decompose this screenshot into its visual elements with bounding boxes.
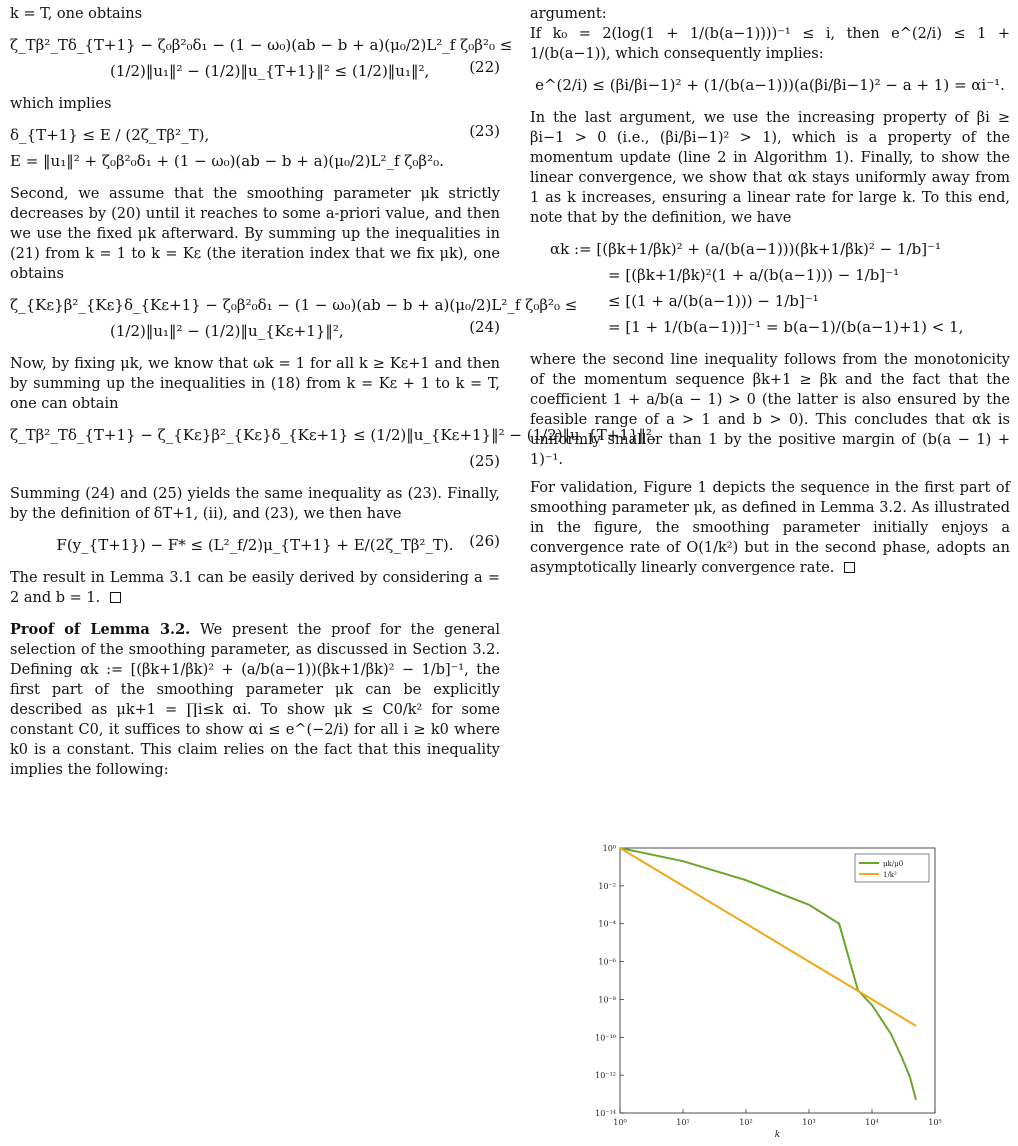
legend-label: μk/μ0 <box>883 860 904 868</box>
chart <box>530 838 1010 1138</box>
equation-25 <box>10 422 657 474</box>
equation-line: ζ_Tβ²_Tδ_{T+1} − ζ_{Kε}β²_{Kε}δ_{Kε+1} ≤ (1/2)‖u_{Kε+1}‖² − (1/2)‖u_{T+1}‖², <box>10 426 657 444</box>
equation-number: (24) <box>469 318 500 336</box>
equation-line: = [(βk+1/βk)²(1 + a/(b(a−1))) − 1/b]⁻¹ <box>608 266 900 284</box>
paragraph: In the last argument, we use the increasing property of βi ≥ βi−1 > 0 (i.e., (βi/βi−1)² > 1), which is a property of the momentum update (line 2 in Algorithm 1). Finally, to show the linear convergence, we show that αk stays uniformly away from 1 as k increases, ensuring a linear rate for large k. To this end, note that by the definition, we have <box>530 110 1010 226</box>
proof-text: We present the proof for the general selection of the smoothing parameter, as discussed in Section 3.2. Defining αk := [(βk+1/βk)² + (a/b(a−1))(βk+1/βk)² − 1/b]⁻¹, the first part of the smoothing parameter μk can be explicitly described as μk+1 = ∏i≤k αi. To show μk ≤ C0/k² for some constant C0, it suffices to show αi ≤ e^(−2/i) for all i ≥ k0 where k0 is a constant. This claim relies on the fact that this inequality implies the following: <box>10 622 500 778</box>
equation-line: = [1 + 1/(b(a−1))]⁻¹ = b(a−1)/(b(a−1)+1) < 1, <box>608 318 964 336</box>
proof-paragraph <box>10 620 500 780</box>
x-axis-label: k <box>774 1130 781 1138</box>
equation-line: ≤ [(1 + a/(b(a−1))) − 1/b]⁻¹ <box>608 292 819 310</box>
equation-line: αk := [(βk+1/βk)² + (a/(b(a−1)))(βk+1/βk)² − 1/b]⁻¹ <box>550 240 941 258</box>
paragraph: where the second line inequality follows from the monotonicity of the momentum sequence βk+1 ≥ βk and the fact that the coefficient 1 + a/b(a − 1) > 0 (the latter is also ensured by the feasible range of a > 1 and b > 0). This concludes that αk is uniformly smaller than 1 by the positive margin of (b(a − 1) + 1)⁻¹. <box>530 352 1010 468</box>
paragraph: Second, we assume that the smoothing parameter μk strictly decreases by (20) until it reaches to some a-priori value, and then we use the fixed μk afterward. By summing up the inequalities in (21) from k = 1 to k = Kε (the iteration index that we fix μk), one obtains <box>10 186 500 282</box>
x-tick-label: 10³ <box>802 1118 816 1127</box>
equation-24 <box>10 292 578 344</box>
paragraph: If k₀ = 2(log(1 + 1/(b(a−1))))⁻¹ ≤ i, then e^(2/i) ≤ 1 + 1/(b(a−1)), which consequently implies: <box>530 26 1010 62</box>
equation-26 <box>10 532 500 558</box>
y-tick-label: 10⁻¹² <box>595 1071 616 1081</box>
equation-line: ζ_Tβ²_Tδ_{T+1} − ζ₀β²₀δ₁ − (1 − ω₀)(ab − b + a)(μ₀/2)L²_f ζ₀β²₀ ≤ <box>10 36 513 54</box>
text-line: argument: <box>530 6 607 22</box>
equation-line: e^(2/i) ≤ (βi/βi−1)² + (1/(b(a−1)))(a(βi/βi−1)² − a + 1) = αi⁻¹. <box>535 76 1005 94</box>
qed-icon <box>844 562 855 573</box>
y-tick-label: 10⁻¹⁴ <box>595 1109 616 1118</box>
paragraph <box>10 568 500 608</box>
x-tick-label: 10⁵ <box>928 1118 942 1127</box>
text-line: k = T, one obtains <box>10 6 143 22</box>
equation-line: (1/2)‖u₁‖² − (1/2)‖u_{T+1}‖² ≤ (1/2)‖u₁‖², <box>110 62 430 80</box>
y-tick-label: 10⁻² <box>598 881 616 891</box>
x-tick-label: 10¹ <box>676 1118 690 1127</box>
paragraph: Summing (24) and (25) yields the same inequality as (23). Finally, by the definition of δT+1, (ii), and (23), we then have <box>10 486 500 522</box>
text-line: which implies <box>10 96 112 112</box>
x-tick-label: 10⁴ <box>865 1118 879 1127</box>
equation-23 <box>10 122 500 174</box>
qed-icon <box>110 592 121 603</box>
equation-number: (23) <box>469 122 500 140</box>
paragraph-text: The result in Lemma 3.1 can be easily derived by considering a = 2 and b = 1. <box>10 570 500 606</box>
series-line-1 <box>620 848 916 1100</box>
y-tick-label: 10⁻¹⁰ <box>595 1033 616 1043</box>
x-tick-label: 10⁰ <box>613 1118 627 1127</box>
y-tick-label: 10⁻⁴ <box>598 919 616 929</box>
paragraph-text: For validation, Figure 1 depicts the sequence in the first part of smoothing parameter μk, as defined in Lemma 3.2. As illustrated in the figure, the smoothing parameter initially enjoys a convergence rate of O(1/k²) but in the second phase, adopts an asymptotically linearly convergence rate. <box>530 480 1010 576</box>
paragraph: Now, by fixing μk, we know that ωk = 1 for all k ≥ Kε+1 and then by summing up the inequalities in (18) from k = Kε + 1 to k = T, one can obtain <box>10 356 500 412</box>
equation-number: (22) <box>469 58 500 76</box>
y-tick-label: 10⁻⁶ <box>598 957 616 967</box>
proof-title: Proof of Lemma 3.2. <box>10 621 191 638</box>
figure-1 <box>530 838 1010 1138</box>
equation-alpha <box>530 236 1010 340</box>
x-tick-label: 10² <box>739 1118 753 1127</box>
equation-line: E = ‖u₁‖² + ζ₀β²₀δ₁ + (1 − ω₀)(ab − b + a)(μ₀/2)L²_f ζ₀β²₀. <box>10 152 444 170</box>
legend-label: 1/k² <box>883 871 897 879</box>
equation-line: ζ_{Kε}β²_{Kε}δ_{Kε+1} − ζ₀β²₀δ₁ − (1 − ω₀)(ab − b + a)(μ₀/2)L²_f ζ₀β²₀ ≤ <box>10 296 578 314</box>
equation-number: (26) <box>469 532 500 550</box>
equation-line: F(y_{T+1}) − F* ≤ (L²_f/2)μ_{T+1} + E/(2ζ_Tβ²_T). <box>56 536 454 554</box>
equation-exp <box>530 72 1010 98</box>
paragraph <box>530 478 1010 578</box>
y-tick-label: 10⁰ <box>602 844 616 853</box>
equation-number: (25) <box>469 452 500 470</box>
y-tick-label: 10⁻⁸ <box>598 995 616 1005</box>
equation-line: (1/2)‖u₁‖² − (1/2)‖u_{Kε+1}‖², <box>110 322 344 340</box>
plot-frame <box>620 848 935 1113</box>
right-column <box>530 0 1010 1138</box>
equation-22 <box>10 32 513 84</box>
equation-line: δ_{T+1} ≤ E / (2ζ_Tβ²_T), <box>10 126 210 144</box>
